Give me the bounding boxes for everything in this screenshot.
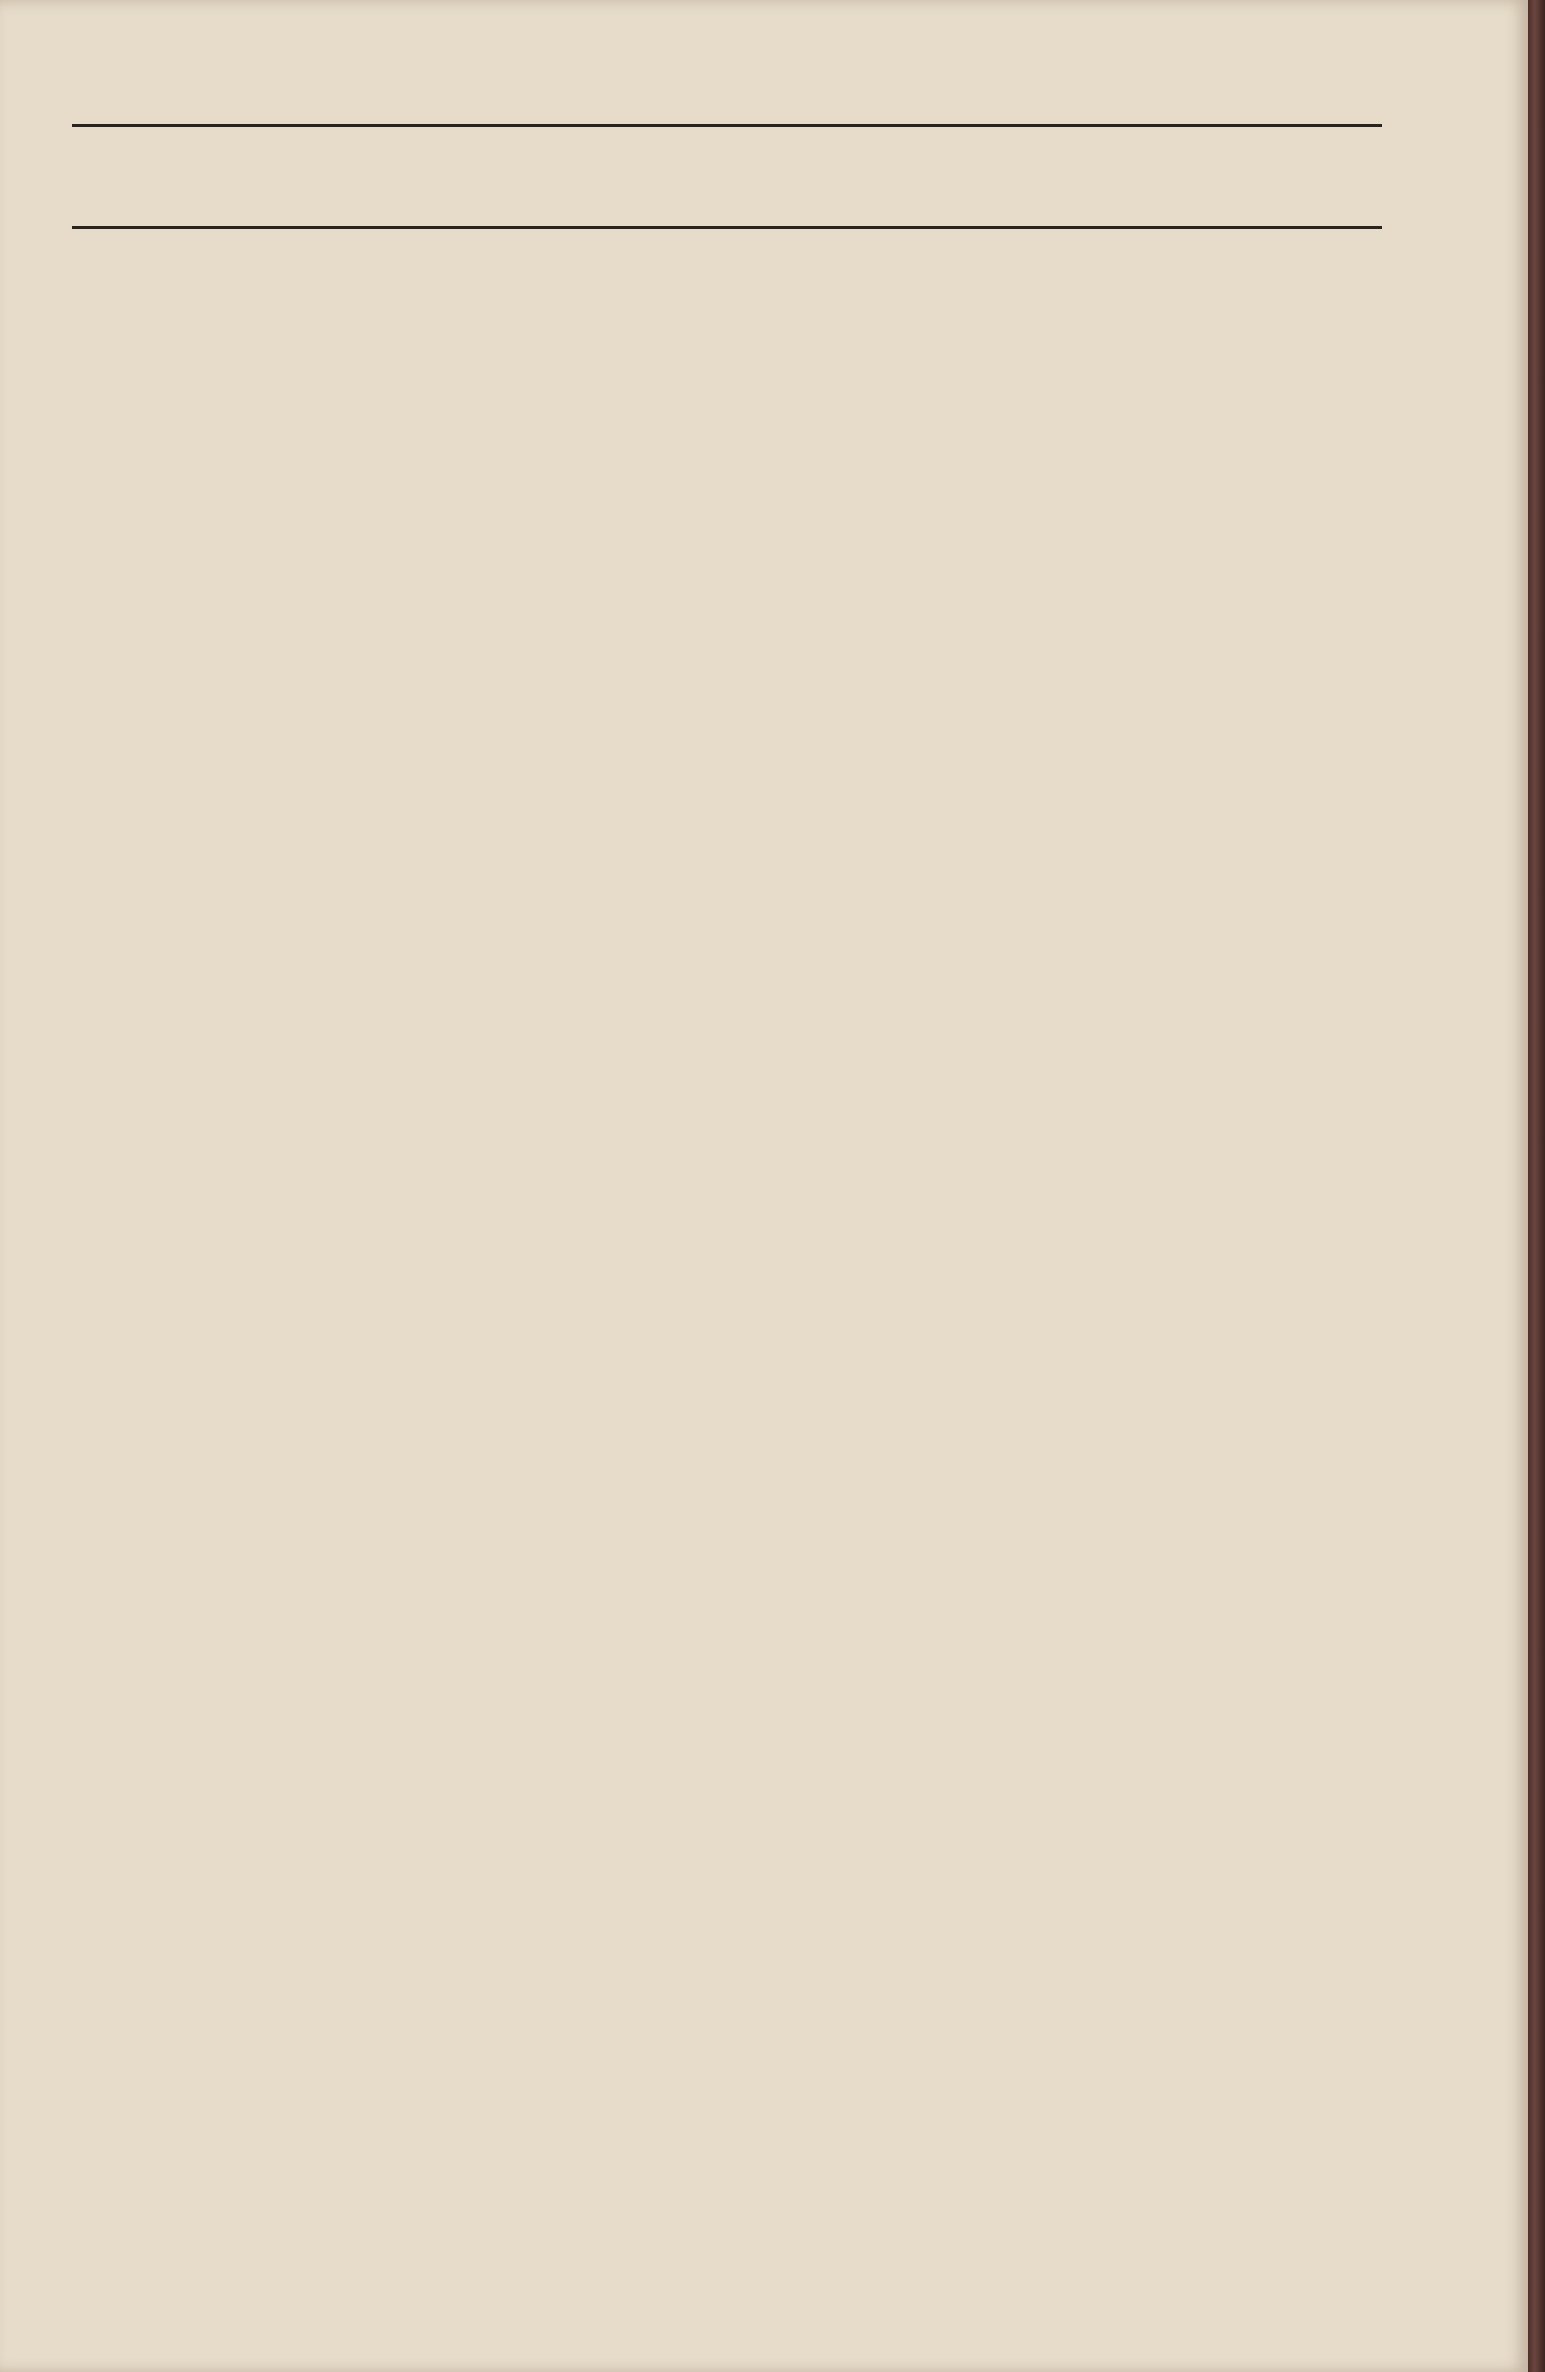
book-edge: [1528, 0, 1545, 2372]
top-rule: [72, 124, 1382, 127]
header-rule: [72, 226, 1382, 229]
